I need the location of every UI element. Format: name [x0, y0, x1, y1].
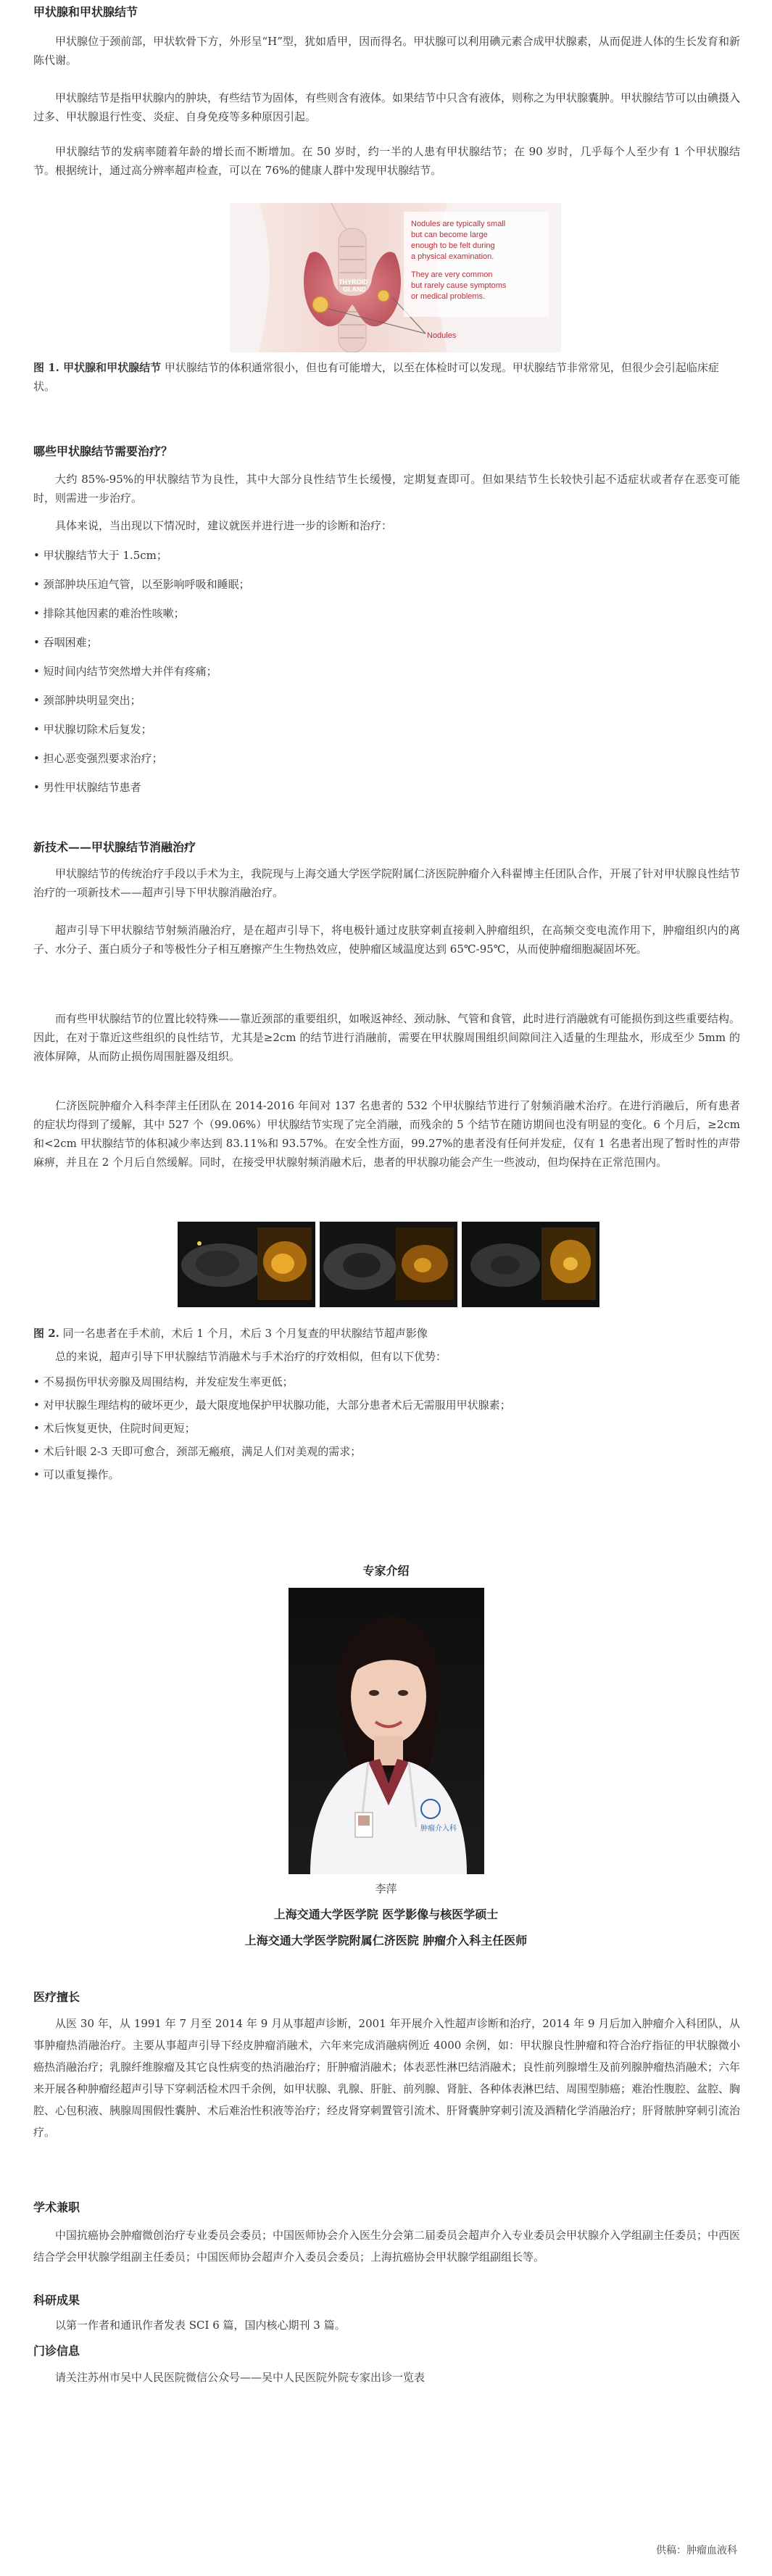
- research-title: 科研成果: [33, 2293, 80, 2307]
- list-item: • 不易损伤甲状旁腺及周围结构，并发症发生率更低；: [33, 1375, 294, 1388]
- gland-label-2: GLAND: [343, 286, 366, 293]
- list-item: • 甲状腺切除术后复发；: [33, 723, 152, 736]
- section-title-treatment: 哪些甲状腺结节需要治疗？: [33, 444, 173, 458]
- figure2-caption-label: 图 2.: [33, 1327, 59, 1340]
- research-text: 以第一作者和通讯作者发表 SCI 6 篇，国内核心期刊 3 篇。: [55, 2319, 346, 2332]
- advantage-list: [33, 1370, 740, 1486]
- expert-heading: 专家介绍: [362, 1564, 410, 1578]
- footer-credit: 供稿：肿瘤血液科: [656, 2545, 737, 2556]
- nodules-label: Nodules: [427, 331, 457, 340]
- ultrasound-image-1-month: [320, 1222, 457, 1307]
- inset-text: but can become large: [411, 231, 488, 239]
- inset-text: They are very common: [411, 270, 493, 279]
- expert-title-2: 上海交通大学医学院附属仁济医院 肿瘤介入科主任医师: [244, 1934, 528, 1947]
- figure2-caption-text: 同一名患者在手术前，术后 1 个月，术后 3 个月复查的甲状腺结节超声影像: [59, 1327, 428, 1340]
- figure1-caption: [33, 358, 740, 396]
- specialty-title: 医疗擅长: [33, 1990, 80, 2004]
- paragraph: 总的来说，超声引导下甲状腺结节消融术与手术治疗的疗效相似，但有以下优势：: [55, 1350, 447, 1363]
- inset-text: Nodules are typically small: [411, 220, 506, 228]
- list-item: • 颈部肿块压迫气管，以至影响呼吸和睡眠；: [33, 578, 250, 591]
- paragraph: 甲状腺结节是指甲状腺内的肿块，有些结节为固体，有些则含有液体。如果结节中只含有液体，则称之为甲状腺囊肿。甲状腺结节可以由碘摄入过多、甲状腺退行性变、炎症、自身免疫等多种原因引起。: [33, 91, 741, 123]
- paragraph: 超声引导下甲状腺结节射频消融治疗，是在超声引导下，将电极针通过皮肤穿刺直接刺入肿瘤组织，在高频交变电流作用下，肿瘤组织内的离子、水分子、蛋白质分子和等极性分子相互磨擦产生生物热效应，使肿瘤区域温度达到 65℃-95℃，从而使肿瘤细胞凝固坏死。: [33, 924, 740, 956]
- list-item: • 短时间内结节突然增大并伴有疼痛；: [33, 665, 217, 678]
- list-item: • 甲状腺结节大于 1.5cm；: [33, 549, 167, 562]
- list-item: • 可以重复操作。: [33, 1468, 120, 1481]
- expert-portrait: [289, 1588, 484, 1874]
- inset-text: or medical problems.: [411, 292, 486, 301]
- figure2-caption: [33, 1324, 740, 1343]
- clinic-title: 门诊信息: [33, 2344, 80, 2358]
- list-item: • 术后针眼 2-3 天即可愈合，颈部无瘢痕，满足人们对美观的需求；: [33, 1445, 362, 1458]
- ultrasound-graphic: [462, 1222, 599, 1307]
- ultrasound-graphic: [178, 1222, 315, 1307]
- list-item: • 术后恢复更快，住院时间更短；: [33, 1422, 196, 1435]
- academic-text: 中国抗癌协会肿瘤微创治疗专业委员会委员；中国医师协会介入医生分会第二届委员会超声介入专业委员会甲状腺介入学组副主任委员；中西医结合学会甲状腺学组副主任委员；中国医师协会超声介入委员会委员；上海抗癌协会甲状腺学组副组长等。: [33, 2229, 741, 2264]
- paragraph: 大约 85%-95%的甲状腺结节为良性，其中大部分良性结节生长缓慢，定期复查即可。但如果结节生长较快引起不适症状或者存在恶变可能时，则需进一步治疗。: [33, 473, 740, 505]
- paragraph: 甲状腺位于颈前部，甲状软骨下方，外形呈“H”型，犹如盾甲，因而得名。甲状腺可以利用碘元素合成甲状腺素，从而促进人体的生长发育和新陈代谢。: [33, 35, 740, 67]
- thyroid-illustration: [230, 203, 561, 352]
- ultrasound-image-preop: [178, 1222, 315, 1307]
- portrait-graphic: [289, 1588, 484, 1874]
- ultrasound-graphic: [320, 1222, 457, 1307]
- list-item: • 对甲状腺生理结构的破坏更少，最大限度地保护甲状腺功能，大部分患者术后无需服用甲状腺素；: [33, 1399, 511, 1412]
- paragraph: 而有些甲状腺结节的位置比较特殊——靠近颈部的重要组织，如喉返神经、颈动脉、气管和食管，此时进行消融就有可能损伤到这些重要结构。因此，在对于靠近这些组织的良性结节，尤其是≥2cm 的结节进行消融前，需要在甲状腺周围组织间隙间注入适量的生理盐水，形成至少 5mm 的液体屏障，从而防止损伤周围脏器及组织。: [33, 1012, 741, 1063]
- paragraph: 仁济医院肿瘤介入科李萍主任团队在 2014-2016 年间对 137 名患者的 532 个甲状腺结节进行了射频消融术治疗。在进行消融后，所有患者的症状均得到了缓解，其中 527 个（99.06%）甲状腺结节实现了完全消融，而残余的 5 个结节在随访期间也没有明显的变化。6 个月后，≥2cm 和<2cm 甲状腺结节的体积减少率达到 83.11%和 93.57%。在安全性方面，99.27%的患者没有任何并发症，仅有 1 名患者出现了暂时性的声带麻痹，并且在 2 个月后自然缓解。同时，在接受甲状腺射频消融术后，患者的甲状腺功能会产生一些波动，但均保持在正常范围内。: [33, 1099, 740, 1169]
- list-item: • 男性甲状腺结节患者: [33, 781, 141, 794]
- gland-label-1: THYROID: [339, 278, 368, 286]
- list-item: • 吞咽困难；: [33, 636, 98, 649]
- paragraph: 甲状腺结节的发病率随着年龄的增长而不断增加。在 50 岁时，约一半的人患有甲状腺结节；在 90 岁时，几乎每个人至少有 1 个甲状腺结节。根据统计，通过高分辨率超声检查，可以在 76%的健康人群中发现甲状腺结节。: [33, 145, 740, 177]
- section-title-new-tech: 新技术——甲状腺结节消融治疗: [33, 840, 196, 854]
- thyroid-illustration-graphic: [230, 203, 561, 352]
- inset-text: enough to be felt during: [411, 241, 495, 250]
- specialty-text: 从医 30 年，从 1991 年 7 月至 2014 年 9 月从事超声诊断，2001 年开展介入性超声诊断和治疗，2014 年 9 月后加入肿瘤介入科团队，从事肿瘤热消融治疗。主要从事超声引导下经皮肿瘤消融术，六年来完成消融病例近 4000 余例，如：甲状腺良性肿瘤和符合治疗指征的甲状腺微小癌热消融治疗；乳腺纤维腺瘤及其它良性病变的热消融治疗；肝肿瘤消融术；体表恶性淋巴结消融术；良性前列腺增生及前列腺肿瘤热消融术；六年来开展各种肿瘤经超声引导下穿刺活检术四千余例，如甲状腺、乳腺、肝脏、前列腺、肾脏、各种体表淋巴结、周围型肺癌；难治性腹腔、盆腔、胸腔、心包积液、胰腺周围假性囊肿、术后难治性积液等治疗；经皮肾穿刺置管引流术、肝肾囊肿穿刺引流及酒精化学消融治疗；肝肾脓肿穿刺引流治疗。: [33, 2017, 741, 2139]
- coat-badge-text: 肿瘤介入科: [420, 1825, 457, 1833]
- paragraph: 具体来说，当出现以下情况时，建议就医并进行进一步的诊断和治疗：: [55, 519, 393, 532]
- list-item: • 排除其他因素的难治性咳嗽；: [33, 607, 185, 620]
- inset-text: but rarely cause symptoms: [411, 281, 507, 290]
- figure1-caption-text: 甲状腺结节的体积通常很小，但也有可能增大，以至在体检时可以发现。甲状腺结节非常常见，但很少会引起临床症状。: [33, 361, 719, 393]
- inset-text: a physical examination.: [411, 252, 494, 261]
- figure1-caption-label: 图 1. 甲状腺和甲状腺结节: [33, 361, 162, 374]
- expert-title-1: 上海交通大学医学院 医学影像与核医学硕士: [273, 1908, 499, 1921]
- list-item: • 担心恶变强烈要求治疗；: [33, 752, 163, 765]
- expert-name: 李萍: [375, 1882, 397, 1895]
- clinic-text: 请关注苏州市吴中人民医院微信公众号——吴中人民医院外院专家出诊一览表: [55, 2371, 426, 2384]
- academic-title: 学术兼职: [33, 2200, 80, 2214]
- ultrasound-image-3-month: [462, 1222, 599, 1307]
- paragraph: 甲状腺结节的传统治疗手段以手术为主，我院现与上海交通大学医学院附属仁济医院肿瘤介入科翟博主任团队合作，开展了针对甲状腺良性结节治疗的一项新技术——超声引导下甲状腺消融治疗。: [33, 867, 741, 899]
- section-title-thyroid: 甲状腺和甲状腺结节: [33, 5, 138, 19]
- list-item: • 颈部肿块明显突出；: [33, 694, 141, 707]
- indication-list: [33, 541, 740, 802]
